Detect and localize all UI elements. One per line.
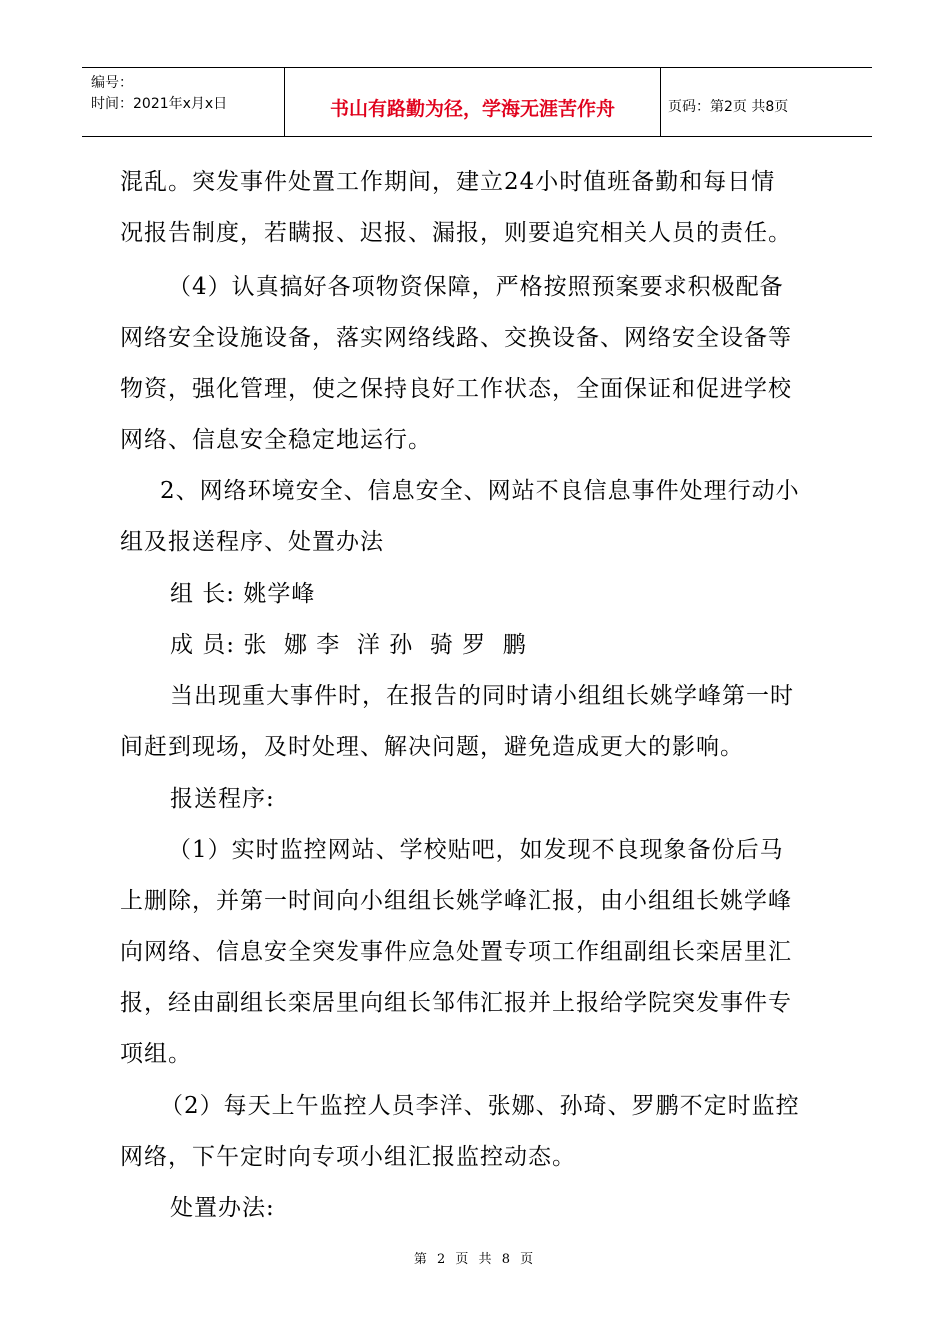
body-line: 组及报送程序、处置办法 (120, 529, 384, 555)
page-footer: 第 2 页 共 8 页 (413, 1252, 537, 1267)
header-motto: 书山有路勤为径，学海无涯苦作舟 (329, 98, 615, 120)
header-meta-cell (82, 68, 285, 136)
header-page-cell (661, 68, 872, 136)
body-line: 组 长: 姚学峰 (170, 581, 316, 607)
body-line: 报送程序: (170, 786, 275, 812)
page-header (82, 67, 872, 137)
body-line: 上删除，并第一时间向小组组长姚学峰汇报，由小组组长姚学峰 (120, 888, 792, 914)
document-date-label: 时间：2021年x月x日 (91, 96, 228, 112)
body-line: 成 员: 张 娜 李 洋 孙 骑 罗 鹏 (170, 632, 527, 658)
body-line: （1）实时监控网站、学校贴吧，如发现不良现象备份后马 (168, 837, 784, 863)
body-line: 处置办法: (170, 1195, 275, 1221)
body-line: 报，经由副组长栾居里向组长邹伟汇报并上报给学院突发事件专 (120, 990, 792, 1016)
body-line: （4）认真搞好各项物资保障，严格按照预案要求积极配备 (168, 274, 784, 300)
body-line: 当出现重大事件时，在报告的同时请小组组长姚学峰第一时 (170, 683, 794, 709)
header-motto-cell (285, 68, 661, 136)
body-line: 物资，强化管理，使之保持良好工作状态，全面保证和促进学校 (120, 376, 792, 402)
body-line: 项组。 (120, 1041, 192, 1067)
body-line: 向网络、信息安全突发事件应急处置专项工作组副组长栾居里汇 (120, 939, 792, 965)
body-line: 网络安全设施设备，落实网络线路、交换设备、网络安全设备等 (120, 325, 792, 351)
body-line: 网络，下午定时向专项小组汇报监控动态。 (120, 1144, 576, 1170)
body-line: 混乱。突发事件处置工作期间，建立24小时值班备勤和每日情 (120, 169, 776, 195)
header-page-code: 页码：第2页 共8页 (668, 99, 789, 115)
body-line: （2）每天上午监控人员李洋、张娜、孙琦、罗鹏不定时监控 (160, 1093, 800, 1119)
body-line: 网络、信息安全稳定地运行。 (120, 427, 432, 453)
body-line: 2、网络环境安全、信息安全、网站不良信息事件处理行动小 (160, 478, 800, 504)
document-number-label: 编号： (91, 75, 133, 91)
body-line: 况报告制度，若瞒报、迟报、漏报，则要追究相关人员的责任。 (120, 220, 792, 246)
body-line: 间赶到现场，及时处理、解决问题，避免造成更大的影响。 (120, 734, 744, 760)
